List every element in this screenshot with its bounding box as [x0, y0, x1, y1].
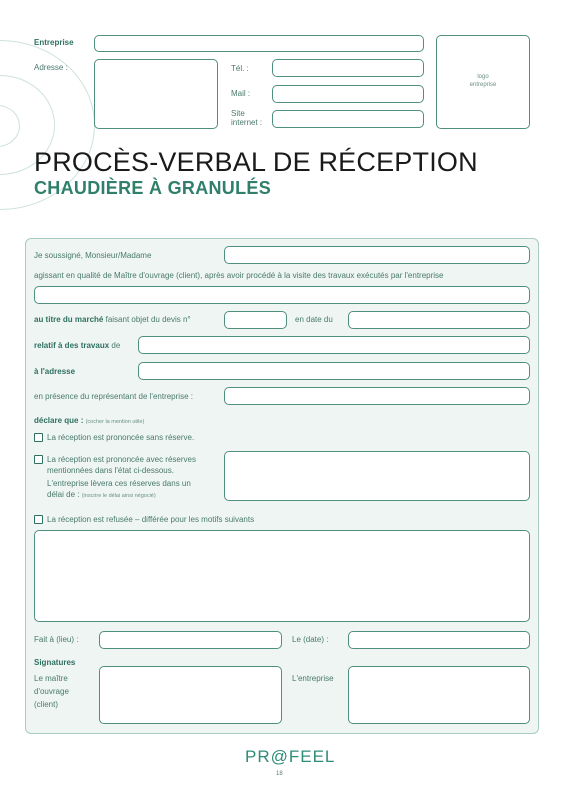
- titre-marche-label: [34, 315, 191, 325]
- maitre-label-line3: (client): [34, 700, 59, 709]
- signature-client-field[interactable]: [99, 666, 282, 724]
- site-label-line1: Site: [231, 109, 245, 118]
- titre-marche-bold: au titre du marché: [34, 315, 104, 324]
- tel-label: Tél. :: [231, 64, 249, 73]
- adresse-field[interactable]: [94, 59, 218, 129]
- declare-label: [34, 416, 144, 427]
- option-refusee-checkbox[interactable]: [34, 515, 43, 524]
- relatif-label: [34, 341, 120, 351]
- entreprise-signature-label: L'entreprise: [292, 674, 334, 683]
- signatures-heading: Signatures: [34, 658, 76, 667]
- page-subtitle: CHAUDIÈRE À GRANULÉS: [34, 178, 272, 198]
- mail-field[interactable]: [272, 85, 424, 103]
- entreprise-field[interactable]: [94, 35, 424, 52]
- en-date-du-label: en date du: [295, 315, 333, 324]
- option-avec-reserves-line3: L'entreprise lèvera ces réserves dans un: [47, 479, 191, 488]
- agissant-label: agissant en qualité de Maître d'ouvrage (client), après avoir procédé à la visite des travaux exécutés par l'entreprise: [34, 271, 444, 280]
- travaux-field[interactable]: [138, 336, 530, 354]
- entreprise-label: Entreprise: [34, 38, 74, 47]
- maitre-label-line1: Le maître: [34, 674, 68, 683]
- titre-marche-rest: faisant objet du devis n°: [105, 315, 191, 324]
- entreprise-executante-field[interactable]: [34, 286, 530, 304]
- fait-a-label: Fait à (lieu) :: [34, 635, 79, 644]
- option-avec-reserves-line2: mentionnées dans l'état ci-dessous.: [47, 466, 174, 475]
- profeel-logo: PR@FEEL: [245, 747, 336, 766]
- adresse-travaux-label: à l'adresse: [34, 367, 76, 376]
- relatif-rest: de: [111, 341, 121, 350]
- motifs-field[interactable]: [34, 530, 530, 622]
- logo-placeholder-line1: logo: [477, 74, 489, 80]
- logo-placeholder-line2: entreprise: [469, 82, 497, 88]
- representant-field[interactable]: [224, 387, 530, 405]
- devis-number-field[interactable]: [224, 311, 287, 329]
- reserves-field[interactable]: [224, 451, 530, 501]
- adresse-label: Adresse :: [34, 63, 68, 72]
- option-avec-reserves-line4: [47, 490, 156, 501]
- option-sans-reserve-label: La réception est prononcée sans réserve.: [47, 433, 195, 442]
- delai-note: (inscrire le délai ainsi négocié): [81, 493, 156, 499]
- le-date-label: Le (date) :: [292, 635, 329, 644]
- option-sans-reserve-checkbox[interactable]: [34, 433, 43, 442]
- page-number: 18: [276, 771, 283, 777]
- declare-note: (cocher la mention utile): [85, 419, 145, 425]
- soussigne-field[interactable]: [224, 246, 530, 264]
- adresse-travaux-field[interactable]: [138, 362, 530, 380]
- site-label-line2: internet :: [231, 118, 263, 127]
- devis-date-field[interactable]: [348, 311, 530, 329]
- declare-bold: déclare que :: [34, 416, 84, 425]
- presence-label: en présence du représentant de l'entreprise :: [34, 392, 193, 401]
- mail-label: Mail :: [231, 89, 251, 98]
- tel-field[interactable]: [272, 59, 424, 77]
- delai-label: délai de :: [47, 490, 80, 499]
- option-refusee-label: La réception est refusée – différée pour les motifs suivants: [47, 515, 255, 524]
- lieu-field[interactable]: [99, 631, 282, 649]
- date-field[interactable]: [348, 631, 530, 649]
- option-avec-reserves-line1: La réception est prononcée avec réserves: [47, 455, 196, 464]
- signature-entreprise-field[interactable]: [348, 666, 530, 724]
- maitre-label-line2: d'ouvrage: [34, 687, 69, 696]
- soussigne-label: Je soussigné, Monsieur/Madame: [34, 251, 152, 260]
- page-title: PROCÈS-VERBAL DE RÉCEPTION: [34, 147, 478, 177]
- site-field[interactable]: [272, 110, 424, 128]
- option-avec-reserves-checkbox[interactable]: [34, 455, 43, 464]
- relatif-bold: relatif à des travaux: [34, 341, 110, 350]
